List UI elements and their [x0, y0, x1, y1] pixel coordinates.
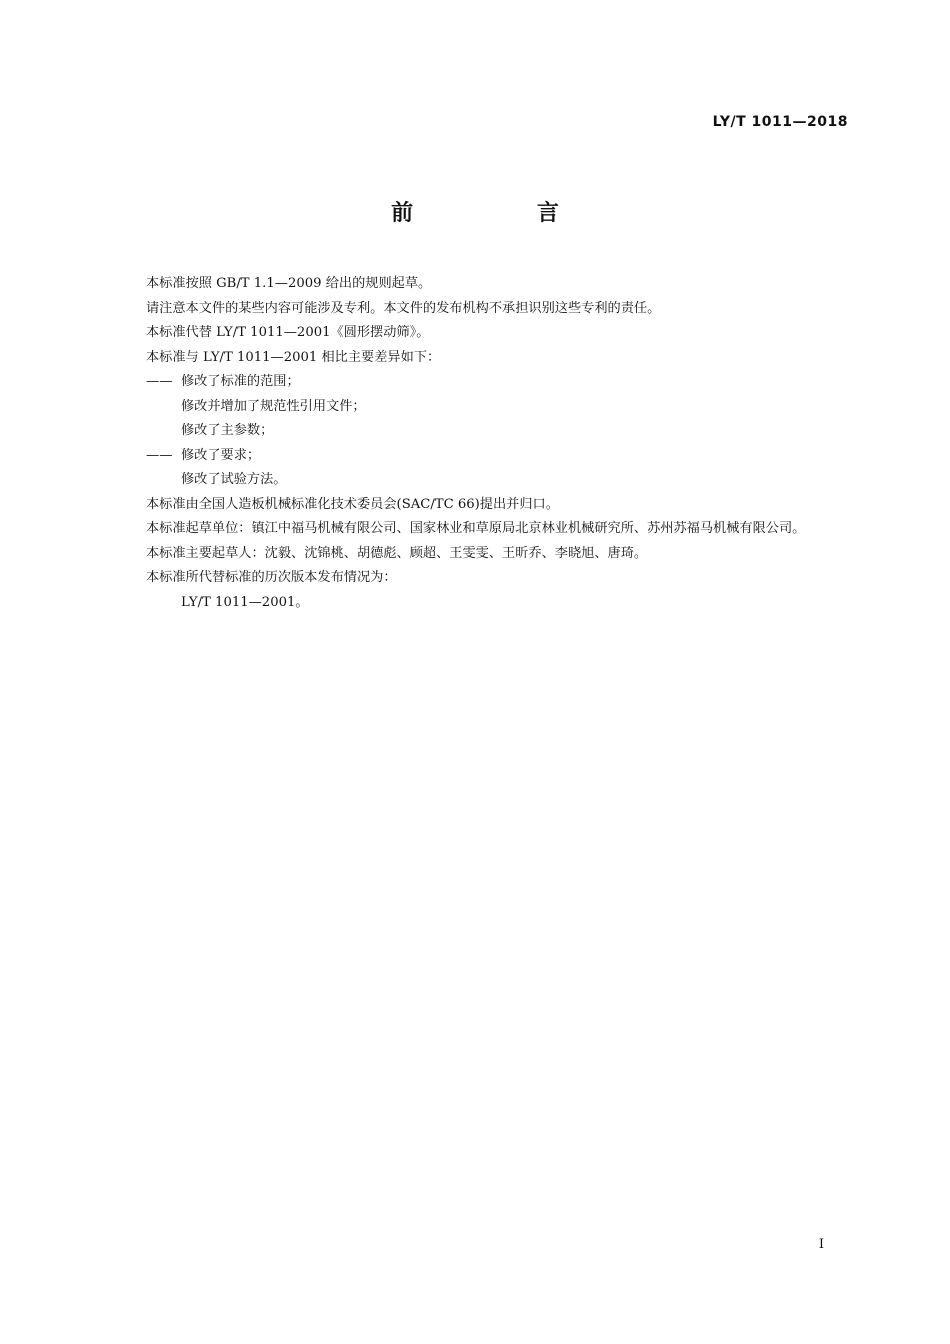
- changes-list: [118, 370, 853, 493]
- list-item: [118, 444, 853, 469]
- list-item-text: 修改了要求；: [181, 447, 261, 463]
- history-entry: LY/T 1011—2001。: [181, 594, 309, 610]
- list-item-text: 修改了标准的范围；: [181, 374, 300, 389]
- list-item-text: 修改了试验方法。: [181, 472, 287, 487]
- list-item: [118, 419, 853, 444]
- page-number: I: [818, 1237, 824, 1252]
- paragraph-proposer: 本标准由全国人造板机械标准化技术委员会(SAC/TC 66)提出并归口。: [146, 496, 559, 512]
- paragraph-replaces: 本标准代替 LY/T 1011—2001《圆形摆动筛》。: [146, 325, 430, 340]
- paragraph-differences-intro: 本标准与 LY/T 1011—2001 相比主要差异如下：: [146, 349, 441, 365]
- foreword-body: [118, 272, 853, 615]
- page-title: 前 言: [391, 201, 617, 226]
- paragraph-history-intro: 本标准所代替标准的历次版本发布情况为：: [146, 570, 397, 585]
- standard-code: LY/T 1011—2018: [712, 114, 848, 130]
- list-item-text: 修改并增加了规范性引用文件；: [181, 398, 366, 414]
- list-item: [118, 395, 853, 420]
- paragraph-drafting-units: 本标准起草单位：镇江中福马机械有限公司、国家林业和草原局北京林业机械研究所、苏州苏福马机械有限公司。: [146, 521, 806, 536]
- list-item-text: 修改了主参数；: [181, 423, 274, 438]
- dash-marker: ——: [146, 374, 173, 389]
- dash-marker: ——: [146, 447, 173, 463]
- paragraph-drafters: 本标准主要起草人：沈毅、沈锦桃、胡德彪、顾超、王雯雯、王昕乔、李晓旭、唐琦。: [146, 545, 648, 561]
- list-item: [118, 370, 853, 395]
- list-item: [118, 468, 853, 493]
- paragraph-patent-notice: 请注意本文件的某些内容可能涉及专利。本文件的发布机构不承担识别这些专利的责任。: [146, 300, 661, 316]
- paragraph-drafting-rules: 本标准按照 GB/T 1.1—2009 给出的规则起草。: [146, 276, 432, 291]
